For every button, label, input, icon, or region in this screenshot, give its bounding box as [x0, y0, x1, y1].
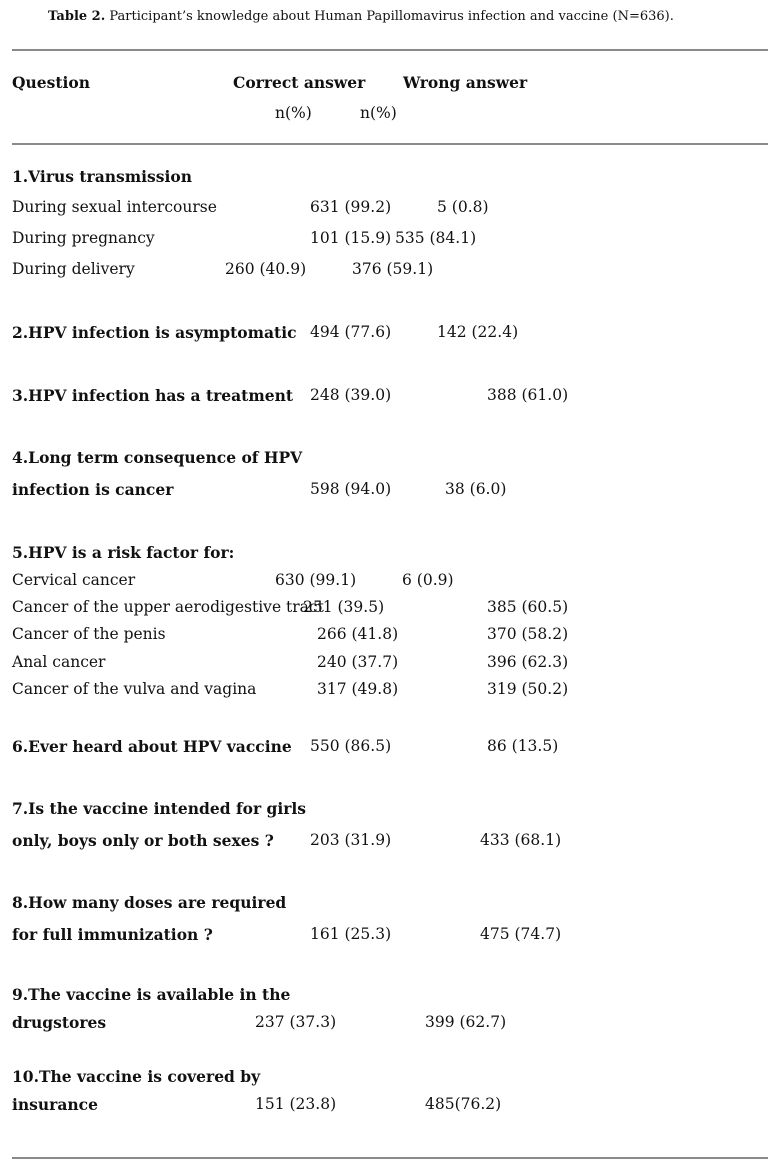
cell-correct: 240 (37.7)	[317, 653, 399, 671]
header-question: Question	[12, 73, 91, 92]
cell-correct: 494 (77.6)	[310, 323, 392, 341]
cell-wrong: 5 (0.8)	[437, 198, 489, 216]
cell-wrong: 142 (22.4)	[437, 323, 519, 341]
cell-correct: 631 (99.2)	[310, 198, 392, 216]
header-n-correct: n(%)	[275, 104, 312, 122]
cell-wrong: 38 (6.0)	[445, 480, 507, 498]
row-label: Cancer of the upper aerodigestive tract	[12, 598, 324, 616]
row-label: infection is cancer	[12, 480, 174, 499]
cell-wrong: 370 (58.2)	[487, 625, 569, 643]
cell-wrong: 376 (59.1)	[352, 260, 434, 278]
top-rule	[12, 49, 768, 51]
cell-correct: 266 (41.8)	[317, 625, 399, 643]
cell-correct: 630 (99.1)	[275, 571, 357, 589]
row-label: 6.Ever heard about HPV vaccine	[12, 737, 292, 756]
row-label: During delivery	[12, 260, 135, 278]
row-label: Cancer of the penis	[12, 625, 166, 643]
row-label: 5.HPV is a risk factor for:	[12, 543, 235, 562]
cell-wrong: 86 (13.5)	[487, 737, 559, 755]
header-n-wrong: n(%)	[360, 104, 397, 122]
cell-wrong: 485(76.2)	[425, 1095, 502, 1113]
row-label: During pregnancy	[12, 229, 155, 247]
cell-wrong: 399 (62.7)	[425, 1013, 507, 1031]
cell-wrong: 396 (62.3)	[487, 653, 569, 671]
cell-correct: 237 (37.3)	[255, 1013, 337, 1031]
row-label: 7.Is the vaccine intended for girls	[12, 799, 307, 818]
row-label: Anal cancer	[12, 653, 106, 671]
cell-wrong: 319 (50.2)	[487, 680, 569, 698]
cell-correct: 203 (31.9)	[310, 831, 392, 849]
cell-correct: 317 (49.8)	[317, 680, 399, 698]
row-label: drugstores	[12, 1013, 107, 1032]
row-label: Cancer of the vulva and vagina	[12, 680, 257, 698]
cell-wrong: 535 (84.1)	[395, 229, 477, 247]
row-label: Cervical cancer	[12, 571, 136, 589]
table-caption	[48, 9, 674, 24]
cell-correct: 248 (39.0)	[310, 386, 392, 404]
header-correct: Correct answer	[233, 73, 366, 92]
header-wrong: Wrong answer	[403, 73, 528, 92]
row-label: 1.Virus transmission	[12, 167, 192, 186]
cell-correct: 598 (94.0)	[310, 480, 392, 498]
cell-correct: 260 (40.9)	[225, 260, 307, 278]
row-label: for full immunization ?	[12, 925, 213, 944]
row-label: 2.HPV infection is asymptomatic	[12, 323, 297, 342]
cell-correct: 161 (25.3)	[310, 925, 392, 943]
cell-correct: 101 (15.9)	[310, 229, 392, 247]
cell-correct: 251 (39.5)	[303, 598, 385, 616]
row-label: 10.The vaccine is covered by	[12, 1067, 261, 1086]
header-rule	[12, 143, 768, 145]
cell-wrong: 6 (0.9)	[402, 571, 454, 589]
cell-correct: 151 (23.8)	[255, 1095, 337, 1113]
cell-wrong: 388 (61.0)	[487, 386, 569, 404]
caption-text: Participant’s knowledge about Human Papillomavirus infection and vaccine (N=636).	[105, 9, 674, 24]
row-label: During sexual intercourse	[12, 198, 217, 216]
bottom-rule	[12, 1157, 768, 1159]
row-label: 4.Long term consequence of HPV	[12, 448, 303, 467]
cell-wrong: 433 (68.1)	[480, 831, 562, 849]
cell-correct: 550 (86.5)	[310, 737, 392, 755]
cell-wrong: 385 (60.5)	[487, 598, 569, 616]
cell-wrong: 475 (74.7)	[480, 925, 562, 943]
row-label: 3.HPV infection has a treatment	[12, 386, 294, 405]
row-label: 9.The vaccine is available in the	[12, 985, 291, 1004]
row-label: insurance	[12, 1095, 98, 1114]
caption-label: Table 2.	[48, 9, 106, 24]
row-label: 8.How many doses are required	[12, 893, 287, 912]
row-label: only, boys only or both sexes ?	[12, 831, 274, 850]
